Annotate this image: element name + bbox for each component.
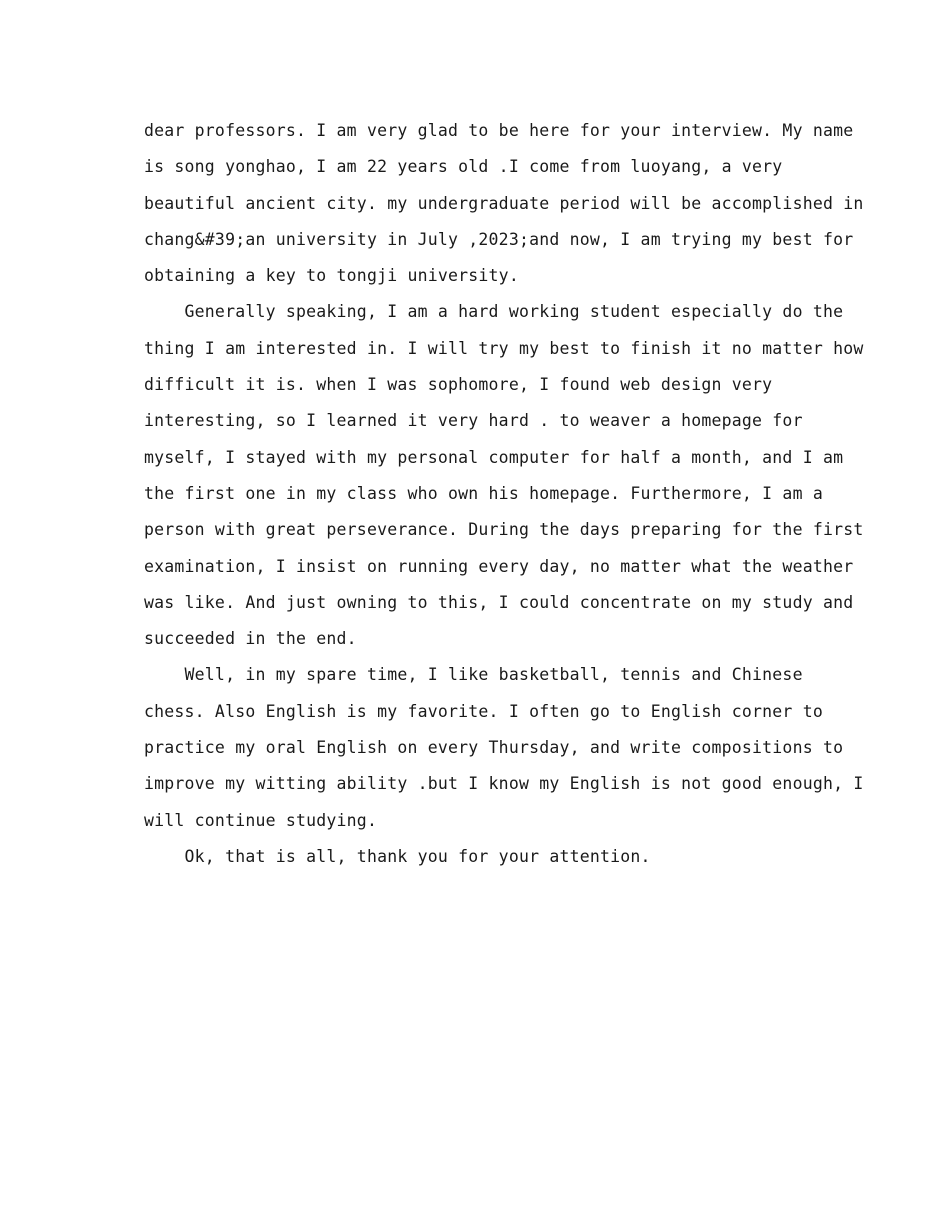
text-line: Ok, that is all, thank you for your attention. [144,846,651,866]
text-line: chess. Also English is my favorite. I often go to English corner to [144,701,823,721]
text-line: is song yonghao, I am 22 years old .I come from luoyang, a very [144,157,783,177]
text-line: was like. And just owning to this, I could concentrate on my study and [144,592,854,612]
text-line: Generally speaking, I am a hard working student especially do the [144,302,844,322]
text-line: succeeded in the end. [144,629,357,649]
text-line: examination, I insist on running every day, no matter what the weather [144,556,854,576]
text-line: thing I am interested in. I will try my best to finish it no matter how [144,338,864,358]
text-line: improve my witting ability .but I know my English is not good enough, I [144,774,864,794]
text-line: person with great perseverance. During the days preparing for the first [144,520,864,540]
text-line: difficult it is. when I was sophomore, I found web design very [144,375,773,395]
text-line: Well, in my spare time, I like basketball, tennis and Chinese [144,665,803,685]
text-line: interesting, so I learned it very hard . to weaver a homepage for [144,411,803,431]
text-line: obtaining a key to tongji university. [144,266,519,286]
text-line: chang&#39;an university in July ,2023;and now, I am trying my best for [144,229,854,249]
text-line: the first one in my class who own his homepage. Furthermore, I am a [144,483,823,503]
text-line: will continue studying. [144,810,378,830]
text-line: beautiful ancient city. my undergraduate period will be accomplished in [144,193,864,213]
body-text [144,113,864,875]
text-line: myself, I stayed with my personal computer for half a month, and I am [144,447,844,467]
text-line: practice my oral English on every Thursday, and write compositions to [144,738,844,758]
text-line: dear professors. I am very glad to be here for your interview. My name [144,121,854,140]
